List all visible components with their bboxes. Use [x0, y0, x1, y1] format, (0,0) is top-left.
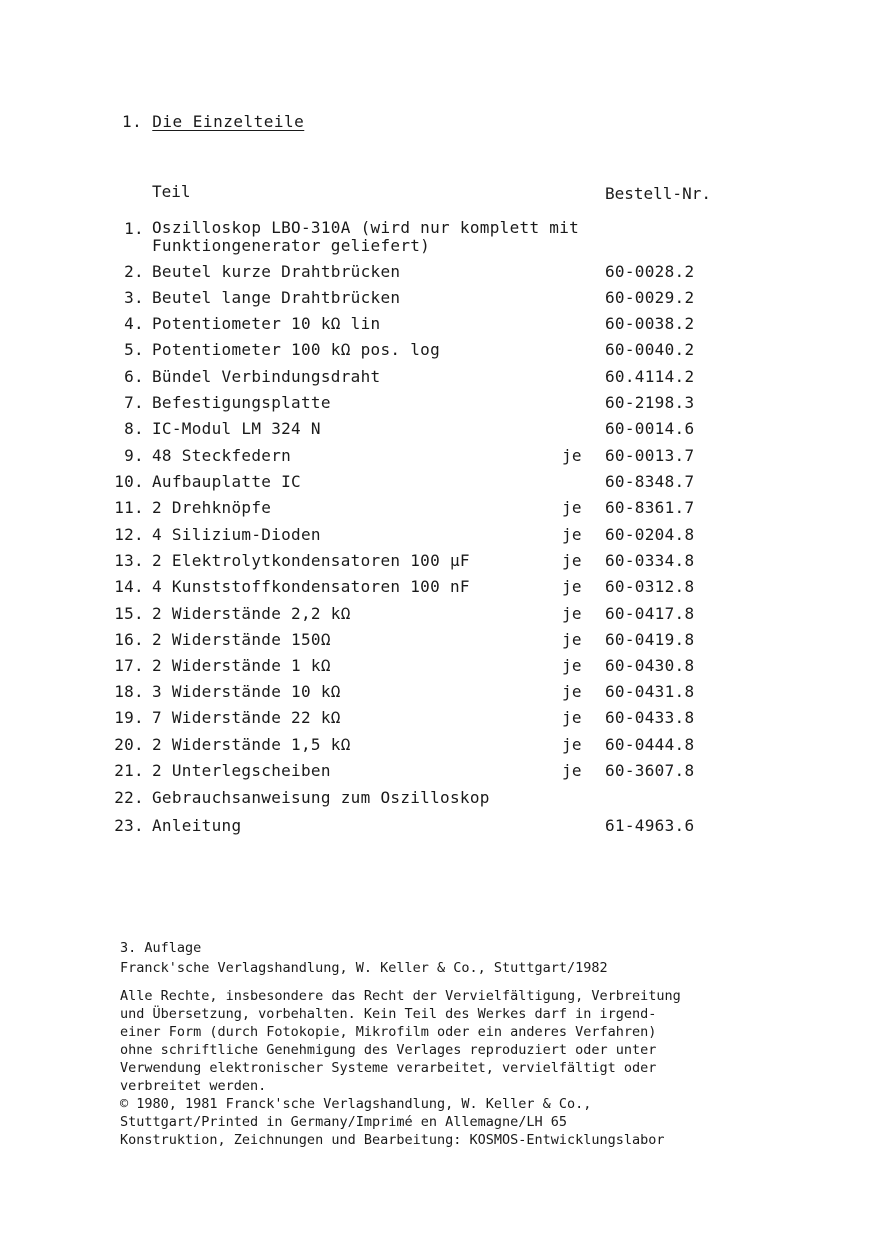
item-number: 9. — [124, 446, 144, 465]
publisher-line: Franck'sche Verlagshandlung, W. Keller & Co., Stuttgart/1982 — [120, 960, 608, 976]
item-description-line: Anleitung — [152, 816, 242, 835]
item-description-line: Aufbauplatte IC — [152, 472, 301, 491]
item-number: 21. — [114, 761, 144, 780]
item-number: 16. — [114, 630, 144, 649]
item-description-line: Bündel Verbindungsdraht — [152, 367, 381, 386]
item-order-number: 60-0013.7 — [605, 446, 695, 465]
item-description — [152, 219, 579, 255]
item-description — [152, 393, 331, 412]
item-order-number: 60-0204.8 — [605, 525, 695, 544]
item-description-line: 7 Widerstände 22 kΩ — [152, 708, 341, 727]
item-description — [152, 340, 440, 359]
item-description-line: Oszilloskop LBO-310A (wird nur komplett mit — [152, 218, 580, 237]
item-description — [152, 472, 301, 491]
item-description — [152, 735, 351, 754]
rights-notice — [120, 987, 681, 1149]
item-description-line: 4 Silizium-Dioden — [152, 525, 321, 544]
item-description — [152, 577, 470, 596]
item-each-marker: je — [562, 604, 582, 623]
item-description — [152, 816, 241, 835]
item-each-marker: je — [562, 525, 582, 544]
item-description — [152, 525, 321, 544]
rights-line: einer Form (durch Fotokopie, Mikrofilm oder ein anderes Verfahren) — [120, 1024, 657, 1040]
item-each-marker: je — [562, 577, 582, 596]
item-description-line: Funktiongenerator geliefert) — [152, 236, 431, 255]
item-order-number: 60-0444.8 — [605, 735, 695, 754]
item-number: 15. — [114, 604, 144, 623]
item-description-line: 2 Widerstände 1 kΩ — [152, 656, 331, 675]
item-each-marker: je — [562, 656, 582, 675]
item-order-number: 60-2198.3 — [605, 393, 695, 412]
item-order-number: 60-0040.2 — [605, 340, 695, 359]
item-description-line: Potentiometer 100 kΩ pos. log — [152, 340, 441, 359]
item-description-line: Beutel kurze Drahtbrücken — [152, 262, 401, 281]
item-description-line: IC-Modul LM 324 N — [152, 419, 321, 438]
item-number: 5. — [124, 340, 144, 359]
item-each-marker: je — [562, 682, 582, 701]
item-number: 8. — [124, 419, 144, 438]
item-number: 19. — [114, 708, 144, 727]
section-title: Die Einzelteile — [152, 112, 305, 131]
item-order-number: 60-0029.2 — [605, 288, 695, 307]
item-order-number: 60-0433.8 — [605, 708, 695, 727]
item-number: 3. — [124, 288, 144, 307]
item-order-number: 60-0430.8 — [605, 656, 695, 675]
item-description-line: Beutel lange Drahtbrücken — [152, 288, 401, 307]
item-number: 4. — [124, 314, 144, 333]
item-order-number: 60-0431.8 — [605, 682, 695, 701]
item-description — [152, 446, 291, 465]
item-description — [152, 656, 331, 675]
rights-line: ohne schriftliche Genehmigung des Verlages reproduziert oder unter — [120, 1042, 657, 1058]
item-number: 12. — [114, 525, 144, 544]
item-each-marker: je — [562, 735, 582, 754]
item-order-number: 60-0038.2 — [605, 314, 695, 333]
item-description — [152, 314, 380, 333]
item-order-number: 60-0417.8 — [605, 604, 695, 623]
item-number: 17. — [114, 656, 144, 675]
item-description-line: 4 Kunststoffkondensatoren 100 nF — [152, 577, 470, 596]
item-each-marker: je — [562, 708, 582, 727]
rights-line: © 1980, 1981 Franck'sche Verlagshandlung, W. Keller & Co., — [120, 1096, 592, 1112]
item-description — [152, 604, 351, 623]
item-order-number: 60-0334.8 — [605, 551, 695, 570]
item-each-marker: je — [562, 630, 582, 649]
item-number: 20. — [114, 735, 144, 754]
item-order-number: 60-0419.8 — [605, 630, 695, 649]
rights-line: verbreitet werden. — [120, 1078, 267, 1094]
item-each-marker: je — [562, 446, 582, 465]
item-order-number: 60-3607.8 — [605, 761, 695, 780]
item-description — [152, 761, 331, 780]
item-each-marker: je — [562, 498, 582, 517]
rights-line: Stuttgart/Printed in Germany/Imprimé en Allemagne/LH 65 — [120, 1114, 568, 1130]
section-number: 1. — [122, 112, 143, 131]
item-description-line: 48 Steckfedern — [152, 446, 292, 465]
rights-line: Alle Rechte, insbesondere das Recht der Vervielfältigung, Verbreitung — [120, 988, 681, 1004]
item-description-line: 3 Widerstände 10 kΩ — [152, 682, 341, 701]
item-order-number: 60.4114.2 — [605, 367, 695, 386]
item-description-line: 2 Widerstände 150Ω — [152, 630, 331, 649]
item-order-number: 60-0312.8 — [605, 577, 695, 596]
item-description-line: 2 Widerstände 2,2 kΩ — [152, 604, 351, 623]
item-description — [152, 708, 341, 727]
column-header-order-number: Bestell-Nr. — [605, 184, 711, 203]
item-number: 11. — [114, 498, 144, 517]
rights-line: und Übersetzung, vorbehalten. Kein Teil des Werkes darf in irgend- — [120, 1006, 657, 1022]
item-number: 13. — [114, 551, 144, 570]
section-heading — [122, 112, 304, 131]
item-description — [152, 498, 271, 517]
rights-line: Konstruktion, Zeichnungen und Bearbeitung: KOSMOS-Entwicklungslabor — [120, 1132, 665, 1148]
item-description — [152, 288, 400, 307]
item-description-line: 2 Unterlegscheiben — [152, 761, 331, 780]
item-description-line: 2 Widerstände 1,5 kΩ — [152, 735, 351, 754]
column-header-part: Teil — [152, 182, 191, 201]
item-number: 2. — [124, 262, 144, 281]
item-description-line: Befestigungsplatte — [152, 393, 331, 412]
item-number: 22. — [114, 788, 144, 807]
item-number: 1. — [124, 219, 144, 238]
item-each-marker: je — [562, 551, 582, 570]
item-description — [152, 551, 470, 570]
item-description-line: 2 Drehknöpfe — [152, 498, 272, 517]
item-description — [152, 682, 341, 701]
item-description — [152, 788, 490, 807]
item-order-number: 60-8348.7 — [605, 472, 695, 491]
item-order-number: 60-0028.2 — [605, 262, 695, 281]
item-description-line: Gebrauchsanweisung zum Oszilloskop — [152, 788, 490, 807]
item-description — [152, 419, 321, 438]
item-description-line: 2 Elektrolytkondensatoren 100 µF — [152, 551, 470, 570]
item-number: 6. — [124, 367, 144, 386]
item-description — [152, 262, 400, 281]
item-order-number: 60-8361.7 — [605, 498, 695, 517]
item-order-number: 60-0014.6 — [605, 419, 695, 438]
item-description-line: Potentiometer 10 kΩ lin — [152, 314, 381, 333]
item-description — [152, 367, 380, 386]
edition-line: 3. Auflage — [120, 940, 202, 956]
item-number: 7. — [124, 393, 144, 412]
item-order-number: 61-4963.6 — [605, 816, 695, 835]
item-number: 14. — [114, 577, 144, 596]
item-description — [152, 630, 331, 649]
item-number: 23. — [114, 816, 144, 835]
item-number: 10. — [114, 472, 144, 491]
item-number: 18. — [114, 682, 144, 701]
item-each-marker: je — [562, 761, 582, 780]
rights-line: Verwendung elektronischer Systeme verarbeitet, vervielfältigt oder — [120, 1060, 657, 1076]
